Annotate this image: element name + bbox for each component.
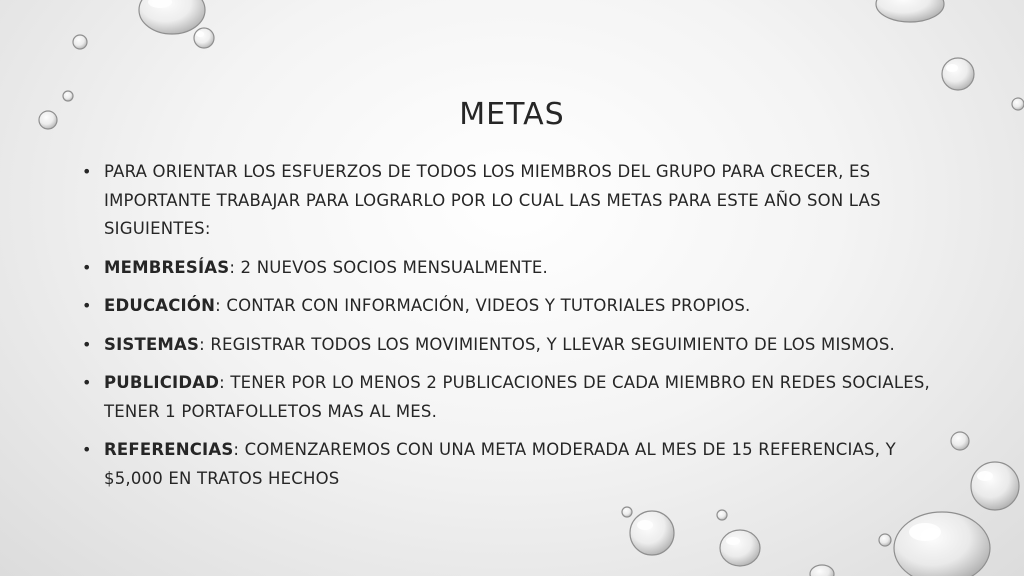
slide-title: METAS	[459, 97, 565, 132]
bullet-icon: •	[82, 440, 92, 459]
water-drop-icon	[622, 507, 632, 517]
water-drop-icon	[876, 0, 944, 22]
bullet-heading: SISTEMAS	[104, 334, 200, 354]
bullet-icon: •	[82, 296, 92, 315]
water-drop-icon	[73, 35, 87, 49]
water-drop-icon	[810, 565, 834, 576]
bullet-item	[80, 369, 960, 426]
water-drop-icon	[942, 58, 974, 90]
bullet-item	[80, 254, 960, 283]
bullet-text: : CONTAR CON INFORMACIÓN, VIDEOS Y TUTORIALES PROPIOS.	[215, 296, 751, 315]
water-drop-icon	[720, 530, 760, 566]
bullet-icon: •	[82, 373, 92, 392]
bullet-text: : COMENZAREMOS CON UNA META MODERADA AL MES DE 15 REFERENCIAS, Y $5,000 EN TRATOS HECHOS	[104, 440, 896, 488]
bullet-item	[80, 331, 960, 360]
bullet-text: : 2 NUEVOS SOCIOS MENSUALMENTE.	[229, 257, 548, 277]
bullet-heading: REFERENCIAS	[104, 440, 234, 459]
bullet-item	[80, 158, 960, 244]
bullet-heading: MEMBRESÍAS	[104, 257, 230, 277]
water-drop-icon	[971, 462, 1019, 510]
water-drop-icon	[630, 511, 674, 555]
bullet-item	[80, 292, 960, 321]
bullet-text: PARA ORIENTAR LOS ESFUERZOS DE TODOS LOS MIEMBROS DEL GRUPO PARA CRECER, ES IMPORTANTE TRABAJAR PARA LOGRARLO POR LO CUAL LAS METAS PARA ESTE AÑO SON LAS SIGUIENTES:	[104, 162, 881, 238]
bullet-text: : REGISTRAR TODOS LOS MOVIMIENTOS, Y LLEVAR SEGUIMIENTO DE LOS MISMOS.	[199, 334, 895, 354]
bullet-icon: •	[82, 334, 92, 354]
water-drop-icon	[194, 28, 214, 48]
bullet-heading: PUBLICIDAD	[104, 373, 220, 392]
bullet-item	[80, 436, 960, 493]
water-drop-icon	[717, 510, 727, 520]
bullet-heading: EDUCACIÓN	[104, 296, 216, 315]
bullet-text: : TENER POR LO MENOS 2 PUBLICACIONES DE CADA MIEMBRO EN REDES SOCIALES, TENER 1 PORTAFOLLETOS MAS AL MES.	[104, 373, 930, 421]
bullet-icon: •	[82, 257, 92, 277]
water-drop-icon	[139, 0, 205, 34]
bullet-list	[80, 158, 960, 503]
bullet-icon: •	[82, 162, 92, 181]
water-drop-icon	[894, 512, 990, 576]
water-drop-icon	[879, 534, 891, 546]
